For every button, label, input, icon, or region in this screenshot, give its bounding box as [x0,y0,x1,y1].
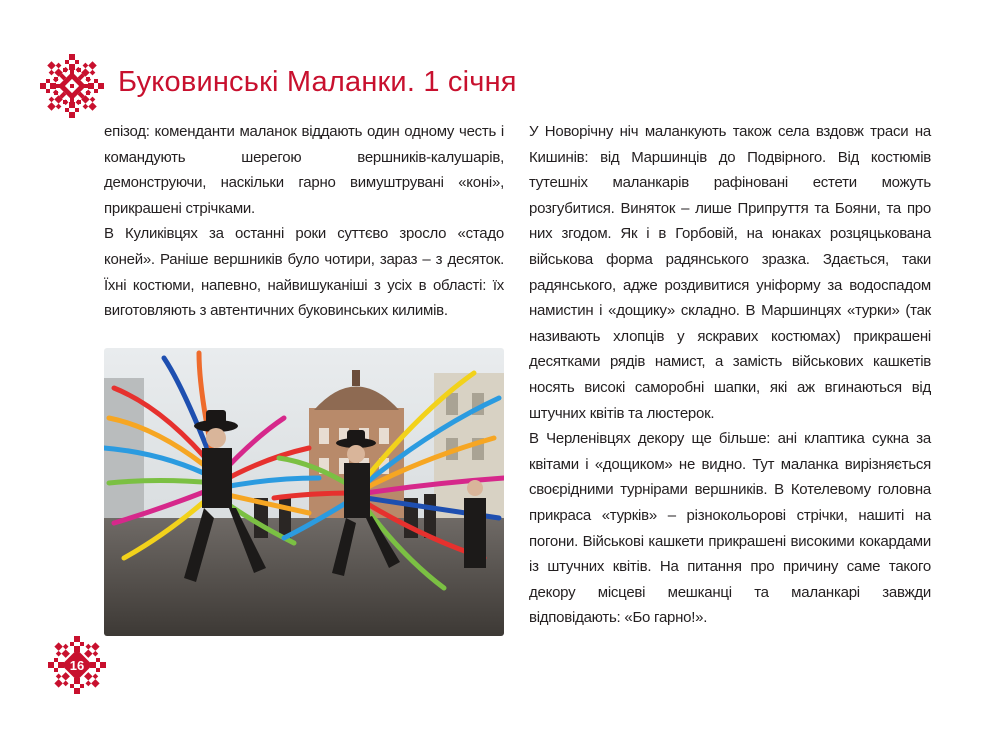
paragraph: В Черленівцях декору ще більше: ані клаптика сукна за квітами і «дощиком» не видно. Тут маланка вирізняється своєрідними турнірами вершників. В Котелевому головна прикраса «турків» – різнокольорові стрічки, нашиті на погони. Військові кашкети прикрашені високими кокардами із штучних квітів. На питання про причину саме такого декору місцеві мешканці та маланкарі завжди відповідають: «Бо гарно!». [529,430,931,627]
malanka-photo [104,348,504,636]
left-text-column [104,119,504,324]
page-title: Буковинські Маланки. 1 січня [118,66,517,98]
page-number: 16 [69,657,85,673]
right-text-column [529,119,931,631]
embroidery-star-icon [38,52,106,120]
photo-illustration [104,348,504,636]
page-number-badge [47,635,107,695]
paragraph: В Куликівцях за останні роки суттєво зросло «стадо коней». Раніше вершників було чотири, зараз – з десяток. Їхні костюми, напевно, найвишуканіші з усіх в області: їх виготовляють з автентичних буковинських килимів. [104,225,504,320]
paragraph: епізод: коменданти маланок віддають один одному честь і командують шерегою вершників-калушарів, демонструючи, наскільки гарно вимуштрувані «коні», прикрашені стрічками. [104,123,504,217]
paragraph: У Новорічну ніч маланкують також села вздовж траси на Кишинів: від Маршинців до Подвірного. Від костюмів тутешніх маланкарів рафіновані естети можуть розгубитися. Виняток – лише Припруття та Бояни, та про них згодом. Як і в Горбовій, на юнаках розцяцькована військова форма радянського зразка. Здається, таки радянського, адже роздивитися уніформу за водоспадом намистин і «дощику» складно. В Маршинцях «турки» (так називають хлопців у яскравих костюмах) прикрашені десятками рядів намист, а замість військових кашкетів носять високі саморобні шапки, які аж вгинаються від штучних квітів та люстерок. [529,123,931,422]
